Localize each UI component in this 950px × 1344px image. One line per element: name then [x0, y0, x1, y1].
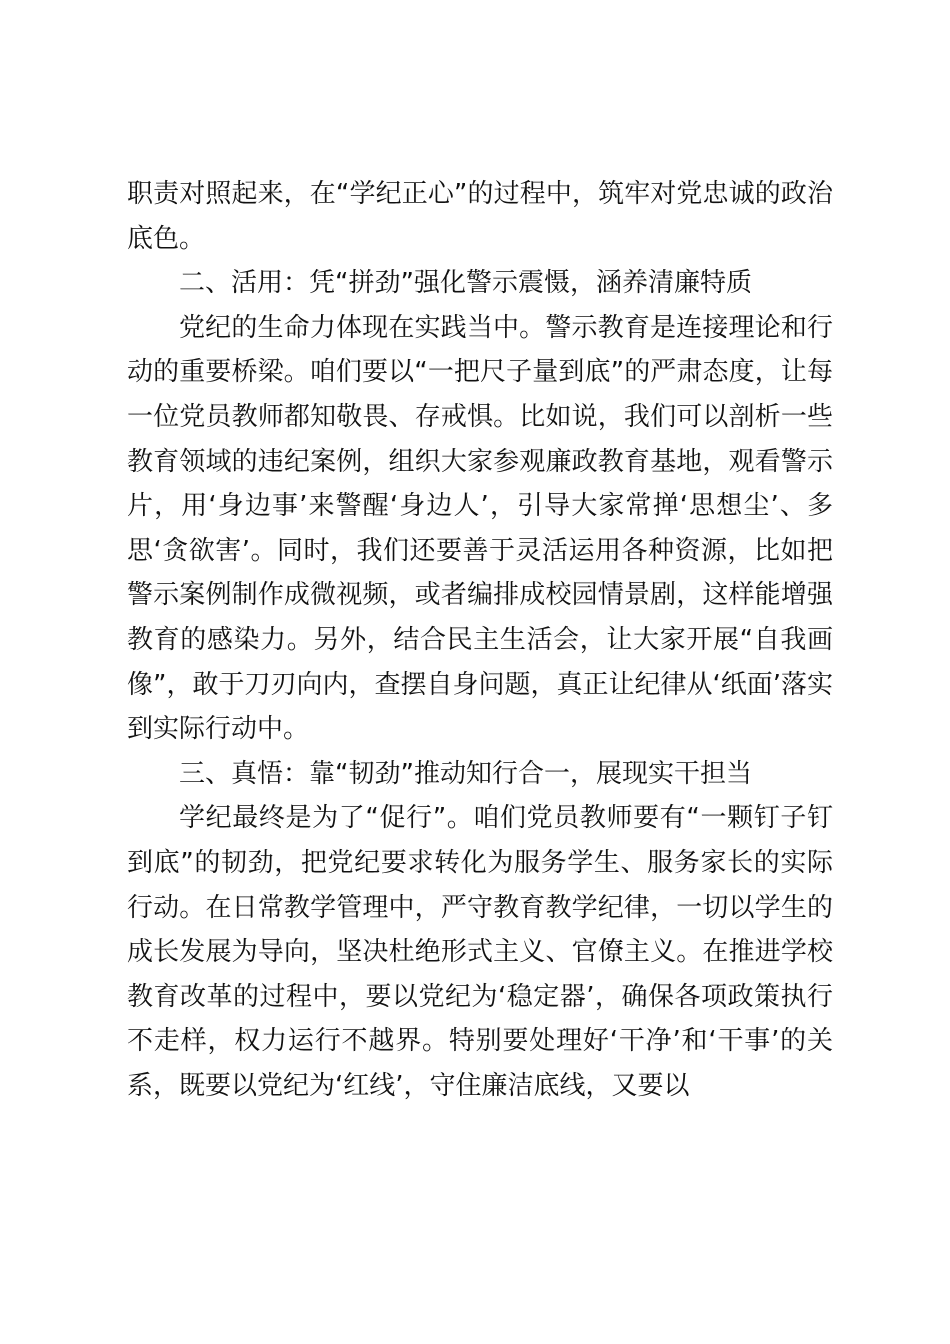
- section-heading-3: 三、真悟：靠“韧劲”推动知行合一，展现实干担当: [179, 758, 752, 789]
- document-body: [127, 172, 833, 1108]
- section-heading-2: 二、活用：凭“拼劲”强化警示震慑，涵养清廉特质: [179, 268, 752, 299]
- paragraph-continuation: 职责对照起来，在“学纪正心”的过程中，筑牢对党忠诚的政治底色。: [127, 179, 833, 254]
- paragraph-practice: 学纪最终是为了“促行”。咱们党员教师要有“一颗钉子钉到底”的韧劲，把党纪要求转化为服务学生、服务家长的实际行动。在日常教学管理中，严守教育教学纪律，一切以学生的成长发展为导向，坚决杜绝形式主义、官僚主义。在推进学校教育改革的过程中，要以党纪为‘稳定器’，确保各项政策执行不走样，权力运行不越界。特别要处理好‘干净’和‘干事’的关系，既要以党纪为‘红线’，守住廉洁底线，又要以: [127, 803, 833, 1101]
- paragraph-warning-education: 党纪的生命力体现在实践当中。警示教育是连接理论和行动的重要桥梁。咱们要以“一把尺子量到底”的严肃态度，让每一位党员教师都知敬畏、存戒惧。比如说，我们可以剖析一些教育领域的违纪案例，组织大家参观廉政教育基地，观看警示片，用‘身边事’来警醒‘身边人’，引导大家常掸‘思想尘’、多思‘贪欲害’。同时，我们还要善于灵活运用各种资源，比如把警示案例制作成微视频，或者编排成校园情景剧，这样能增强教育的感染力。另外，结合民主生活会，让大家开展“自我画像”，敢于刀刃向内，查摆自身问题，真正让纪律从‘纸面’落实到实际行动中。: [127, 312, 833, 745]
